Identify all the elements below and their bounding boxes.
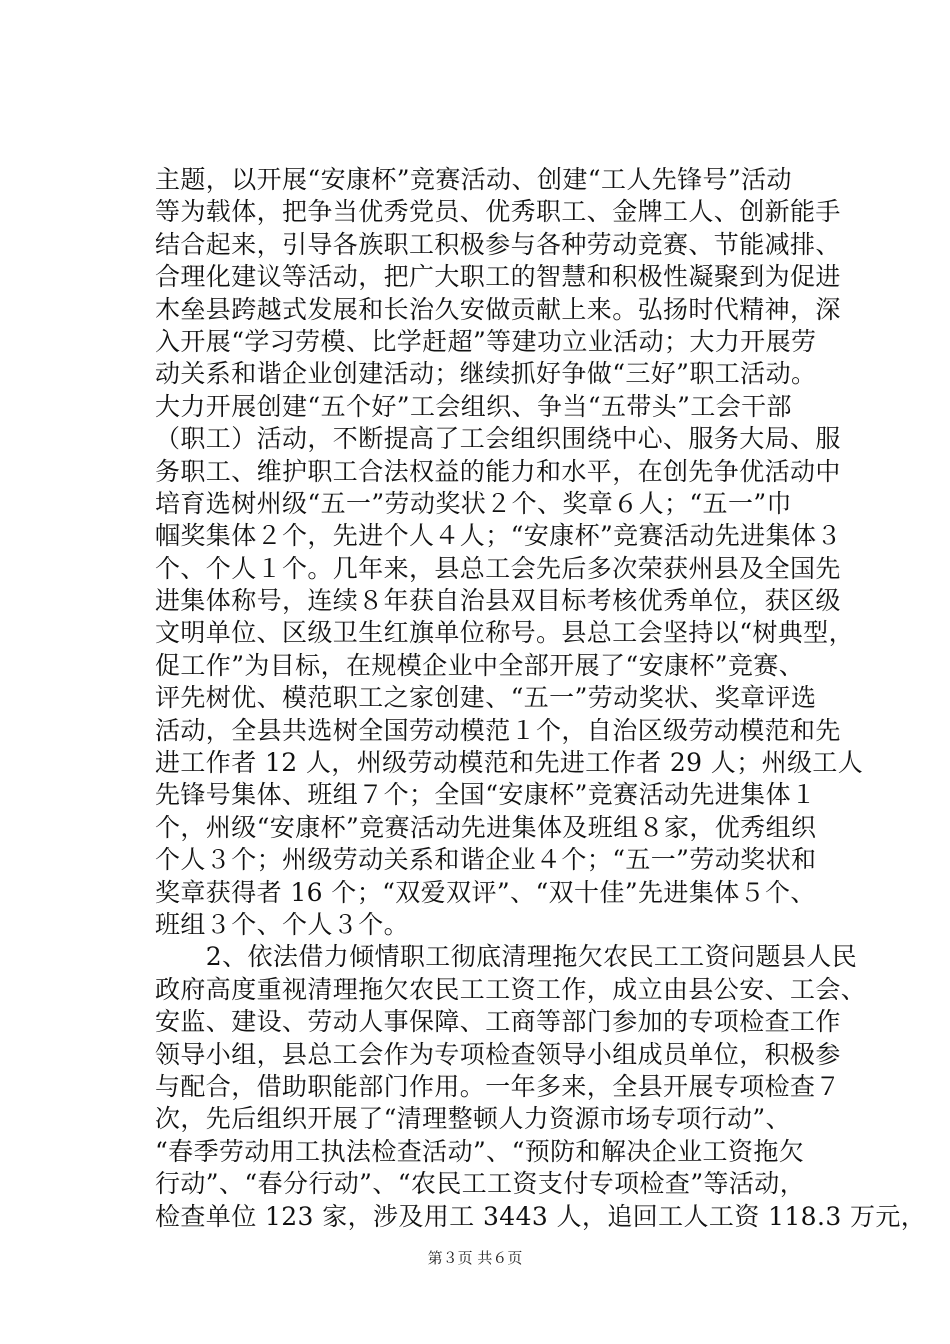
text-line: 领导小组，县总工会作为专项检查领导小组成员单位，积极参 bbox=[155, 1039, 841, 1069]
text-line: 行动”、“春分行动”、“农民工工资支付专项检查”等活动， bbox=[155, 1169, 806, 1199]
text-line: 2、依法借力倾情职工彻底清理拖欠农民工工资问题县人民 bbox=[155, 942, 858, 972]
text-line: 与配合，借助职能部门作用。一年多来，全县开展专项检查７ bbox=[155, 1071, 841, 1101]
text-line: 务职工、维护职工合法权益的能力和水平，在创先争优活动中 bbox=[155, 456, 841, 486]
text-line: 入开展“学习劳模、比学赶超”等建功立业活动；大力开展劳 bbox=[155, 326, 817, 356]
text-line: （职工）活动，不断提高了工会组织围绕中心、服务大局、服 bbox=[155, 424, 841, 454]
text-line: 安监、建设、劳动人事保障、工商等部门参加的专项检查工作 bbox=[155, 1007, 841, 1037]
text-line: 帼奖集体２个，先进个人４人；“安康杯”竞赛活动先进集体３ bbox=[155, 521, 842, 551]
page-number-footer: 第３页 共６页 bbox=[427, 1249, 523, 1267]
text-line: 活动，全县共选树全国劳动模范１个，自治区级劳动模范和先 bbox=[155, 715, 841, 745]
text-line: 培育选树州级“五一”劳动奖状２个、奖章６人；“五一”巾 bbox=[155, 488, 792, 518]
text-line: 次，先后组织开展了“清理整顿人力资源市场专项行动”、 bbox=[155, 1104, 791, 1134]
body-text bbox=[155, 164, 927, 1233]
text-line: 班组３个、个人３个。 bbox=[155, 909, 410, 939]
text-line: 个、个人１个。几年来，县总工会先后多次荣获州县及全国先 bbox=[155, 553, 841, 583]
text-line: 等为载体，把争当优秀党员、优秀职工、金牌工人、创新能手 bbox=[155, 197, 841, 227]
text-line: 进集体称号，连续８年获自治县双目标考核优秀单位，获区级 bbox=[155, 586, 841, 616]
text-line: 促工作”为目标，在规模企业中全部开展了“安康杯”竞赛、 bbox=[155, 650, 805, 680]
text-line: “春季劳动用工执法检查活动”、“预防和解决企业工资拖欠 bbox=[155, 1136, 805, 1166]
text-line: 结合起来，引导各族职工积极参与各种劳动竞赛、节能减排、 bbox=[155, 229, 841, 259]
text-line: 进工作者 12 人，州级劳动模范和先进工作者 29 人；州级工人 bbox=[155, 748, 864, 778]
text-line: 合理化建议等活动，把广大职工的智慧和积极性凝聚到为促进 bbox=[155, 262, 841, 292]
text-line: 检查单位 123 家，涉及用工 3443 人，追回工人工资 118.3 万元， bbox=[155, 1201, 927, 1231]
text-line: 个，州级“安康杯”竞赛活动先进集体及班组８家，优秀组织 bbox=[155, 812, 817, 842]
text-line: 奖章获得者 16 个；“双爱双评”、“双十佳”先进集体５个、 bbox=[155, 877, 816, 907]
text-line: 动关系和谐企业创建活动；继续抓好争做“三好”职工活动。 bbox=[155, 359, 817, 389]
text-line: 先锋号集体、班组７个；全国“安康杯”竞赛活动先进集体１ bbox=[155, 780, 817, 810]
text-line: 评先树优、模范职工之家创建、“五一”劳动奖状、奖章评选 bbox=[155, 683, 817, 713]
text-line: 大力开展创建“五个好”工会组织、争当“五带头”工会干部 bbox=[155, 391, 792, 421]
text-line: 政府高度重视清理拖欠农民工工资工作，成立由县公安、工会、 bbox=[155, 974, 867, 1004]
text-line: 个人３个；州级劳动关系和谐企业４个；“五一”劳动奖状和 bbox=[155, 845, 817, 875]
text-line: 主题，以开展“安康杯”竞赛活动、创建“工人先锋号”活动 bbox=[155, 165, 792, 194]
text-line: 木垒县跨越式发展和长治久安做贡献上来。弘扬时代精神，深 bbox=[155, 294, 841, 324]
text-line: 文明单位、区级卫生红旗单位称号。县总工会坚持以“树典型， bbox=[155, 618, 854, 648]
